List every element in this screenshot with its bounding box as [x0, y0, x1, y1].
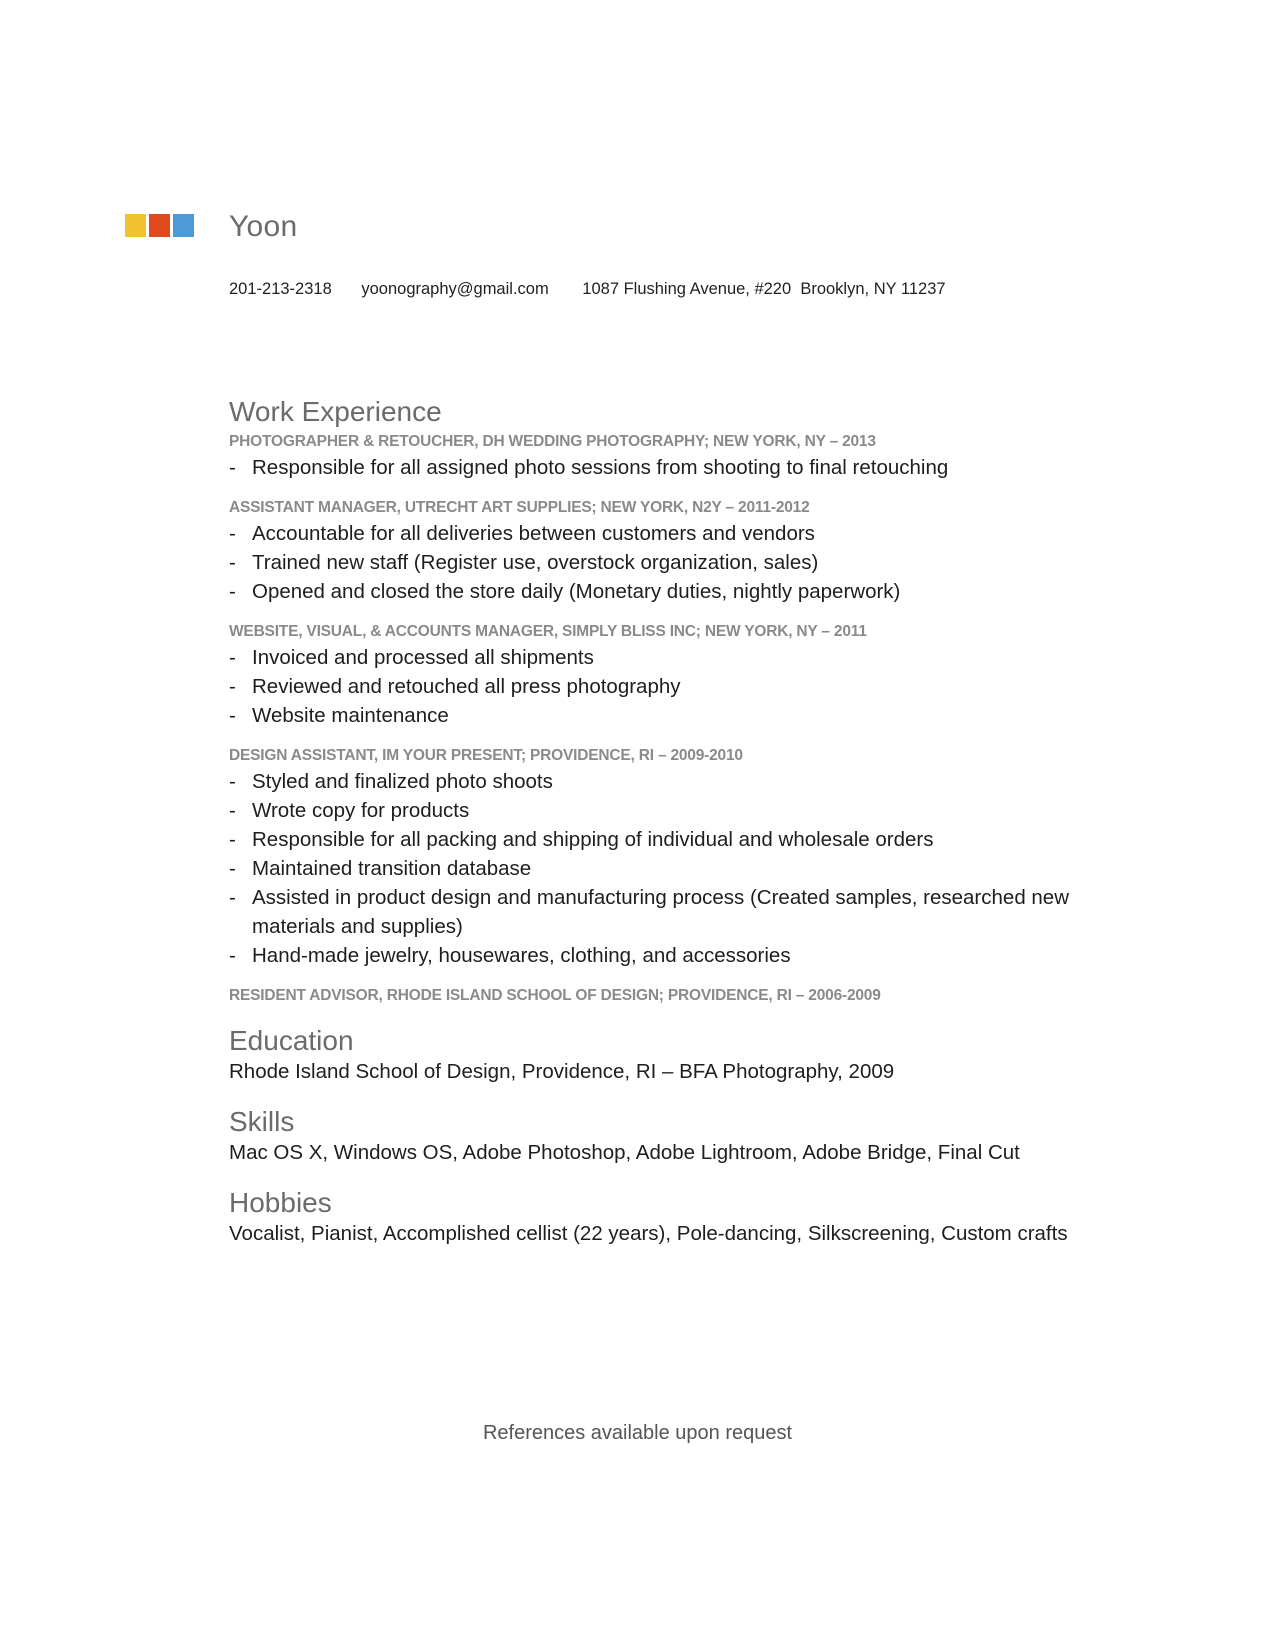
job-entry: [229, 985, 1229, 1007]
job-bullet-text: Trained new staff (Register use, overstock organization, sales): [252, 551, 819, 574]
job-bullet: [229, 883, 1082, 941]
job-bullet-text: Responsible for all assigned photo sessions from shooting to final retouching: [252, 456, 949, 479]
hobbies-text: Vocalist, Pianist, Accomplished cellist (22 years), Pole-dancing, Silkscreening, Custom crafts: [229, 1222, 1068, 1245]
job-title: WEBSITE, VISUAL, & ACCOUNTS MANAGER, SIMPLY BLISS INC; NEW YORK, NY – 2011: [229, 623, 867, 640]
logo-square-red: [149, 214, 170, 237]
job-bullets: [229, 519, 1229, 606]
job-bullet-text: Website maintenance: [252, 704, 449, 727]
hobbies-heading: Hobbies: [229, 1187, 332, 1218]
logo-square-yellow: [125, 214, 146, 237]
job-bullet-text: Opened and closed the store daily (Monetary duties, nightly paperwork): [252, 580, 901, 603]
job-bullet-text: Wrote copy for products: [252, 799, 470, 822]
work-experience-heading: Work Experience: [229, 396, 442, 427]
job-bullet: [229, 548, 1082, 577]
skills-section: [229, 1105, 1229, 1167]
job-bullet: [229, 767, 1082, 796]
contact-line: [229, 278, 946, 300]
job-bullet: [229, 941, 1082, 970]
skills-heading: Skills: [229, 1106, 295, 1137]
bullet-dash: -: [229, 646, 236, 669]
bullet-dash: -: [229, 522, 236, 545]
job-entry: [229, 621, 1229, 730]
job-bullets: [229, 643, 1229, 730]
bullet-dash: -: [229, 857, 236, 880]
job-bullet: [229, 672, 1082, 701]
bullet-dash: -: [229, 456, 236, 479]
bullet-dash: -: [229, 770, 236, 793]
job-title: RESIDENT ADVISOR, RHODE ISLAND SCHOOL OF DESIGN; PROVIDENCE, RI – 2006-2009: [229, 987, 881, 1004]
logo: [125, 214, 194, 237]
job-bullet: [229, 796, 1082, 825]
bullet-dash: -: [229, 551, 236, 574]
job-entry: [229, 497, 1229, 606]
logo-square-blue: [173, 214, 194, 237]
bullet-dash: -: [229, 675, 236, 698]
education-heading: Education: [229, 1025, 354, 1056]
education-section: [229, 1024, 1229, 1086]
resume-body: [229, 395, 1229, 1248]
job-bullet: [229, 825, 1082, 854]
hobbies-section: [229, 1186, 1229, 1248]
job-title: DESIGN ASSISTANT, IM YOUR PRESENT; PROVIDENCE, RI – 2009-2010: [229, 747, 743, 764]
job-bullet-text: Invoiced and processed all shipments: [252, 646, 594, 669]
job-bullet: [229, 643, 1082, 672]
bullet-dash: -: [229, 580, 236, 603]
job-bullets: [229, 767, 1229, 970]
contact-phone: 201-213-2318: [229, 280, 332, 298]
job-bullet-text: Assisted in product design and manufacturing process (Created samples, researched new materials and supplies): [252, 886, 1070, 938]
job-title: ASSISTANT MANAGER, UTRECHT ART SUPPLIES; NEW YORK, N2Y – 2011-2012: [229, 499, 810, 516]
job-bullet-text: Accountable for all deliveries between customers and vendors: [252, 522, 815, 545]
job-entry: [229, 745, 1229, 970]
job-bullet-text: Maintained transition database: [252, 857, 532, 880]
job-entry: [229, 431, 1229, 482]
bullet-dash: -: [229, 828, 236, 851]
job-list: [229, 431, 1229, 1007]
job-bullet-text: Styled and finalized photo shoots: [252, 770, 553, 793]
job-bullet-text: Reviewed and retouched all press photography: [252, 675, 681, 698]
bullet-dash: -: [229, 799, 236, 822]
job-bullets: [229, 453, 1229, 482]
contact-email: yoonography@gmail.com: [361, 280, 549, 298]
job-bullet: [229, 701, 1082, 730]
bullet-dash: -: [229, 886, 236, 909]
resume-name: Yoon: [229, 210, 298, 243]
bullet-dash: -: [229, 944, 236, 967]
job-bullet: [229, 854, 1082, 883]
job-bullet: [229, 577, 1082, 606]
job-title: PHOTOGRAPHER & RETOUCHER, DH WEDDING PHOTOGRAPHY; NEW YORK, NY – 2013: [229, 433, 876, 450]
job-bullet-text: Responsible for all packing and shipping of individual and wholesale orders: [252, 828, 934, 851]
job-bullet-text: Hand-made jewelry, housewares, clothing, and accessories: [252, 944, 791, 967]
education-text: Rhode Island School of Design, Providence, RI – BFA Photography, 2009: [229, 1060, 895, 1083]
job-bullet: [229, 453, 1082, 482]
references-note: References available upon request: [482, 1422, 793, 1444]
bullet-dash: -: [229, 704, 236, 727]
job-bullet: [229, 519, 1082, 548]
contact-address: 1087 Flushing Avenue, #220 Brooklyn, NY 11237: [582, 280, 946, 298]
skills-text: Mac OS X, Windows OS, Adobe Photoshop, Adobe Lightroom, Adobe Bridge, Final Cut: [229, 1141, 1020, 1164]
